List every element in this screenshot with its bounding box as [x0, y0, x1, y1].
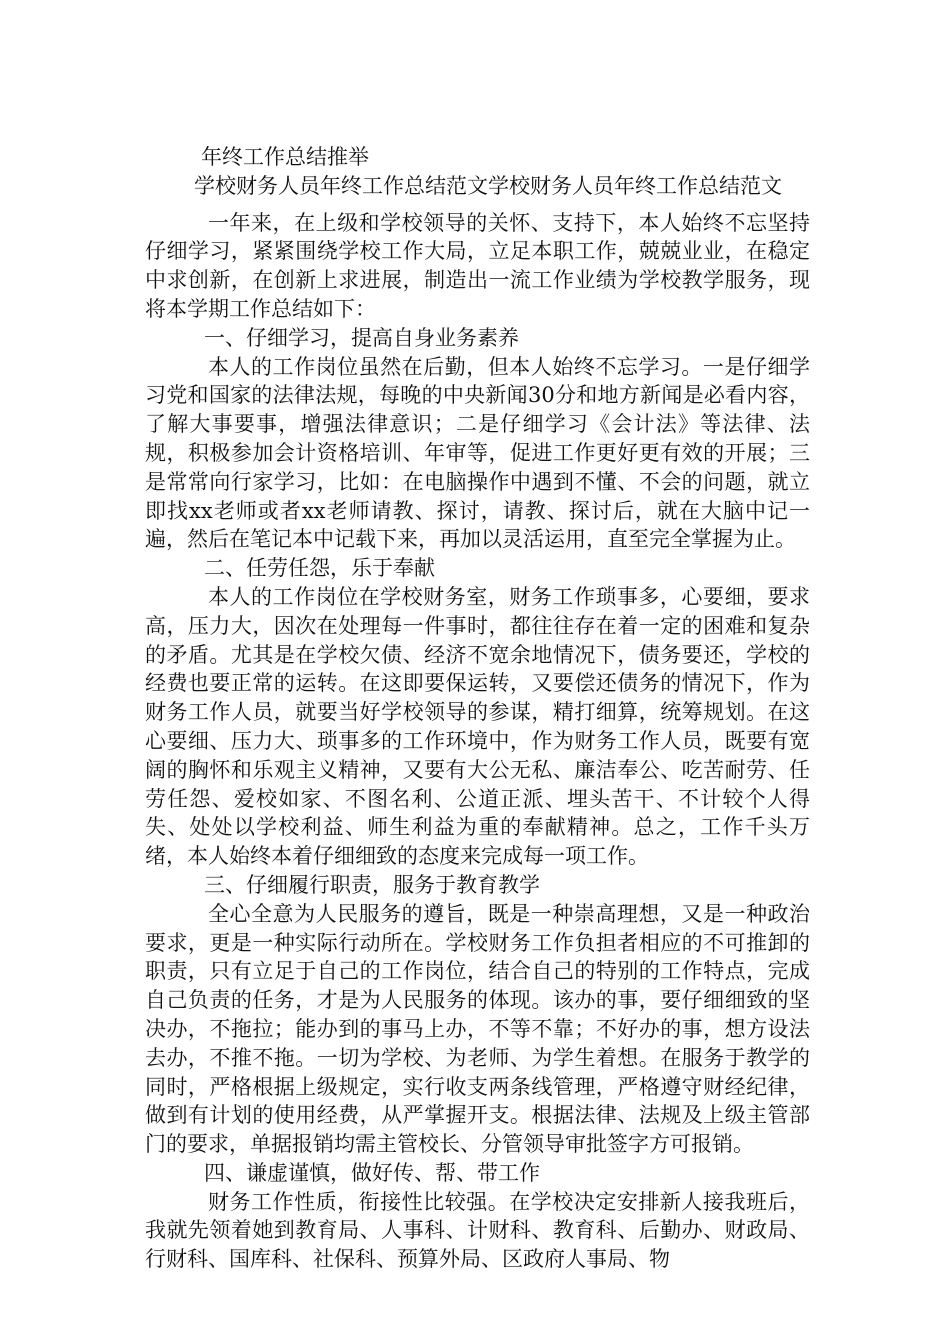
title-spacing — [145, 201, 810, 209]
document-subtitle: 学校财务人员年终工作总结范文学校财务人员年终工作总结范文 — [194, 173, 782, 198]
document-body — [145, 143, 810, 1274]
section-body-4: 财务工作性质，衔接性比较强。在学校决定安排新人接我班后，我就先领着她到教育局、人事科、计财科、教育科、后勤办、财政局、行财科、国库科、社保科、预算外局、区政府人事局、物 — [145, 1189, 810, 1272]
section-heading-1: 一、仔细学习，提高自身业务素养 — [204, 325, 519, 350]
document-title: 年终工作总结推举 — [201, 145, 369, 169]
section-heading-3: 三、仔细履行职责，服务于教育教学 — [204, 872, 540, 897]
section-body-1: 本人的工作岗位虽然在后勤，但本人始终不忘学习。一是仔细学习党和国家的法律法规，每晚的中央新闻30分和地方新闻是必看内容，了解大事要事，增强法律意识；二是仔细学习《会计法》等法律、法规，积极参加会计资格培训、年审等，促进工作更好更有效的开展；三是常常向行家学习，比如：在电脑操作中遇到不懂、不会的问题，就立即找xx老师或者xx老师请教、探讨，请教、探讨后，就在大脑中记一遍，然后在笔记本中记载下来，再加以灵活运用，直至完全掌握为止。 — [145, 354, 810, 552]
section-body-3: 全心全意为人民服务的遵旨，既是一种崇高理想，又是一种政治要求，更是一种实际行动所在。学校财务工作负担者相应的不可推卸的职责，只有立足于自己的工作岗位，结合自己的特别的工作特点，完成自己负责的任务，才是为人民服务的体现。该办的事，要仔细细致的坚决办，不拖拉；能办到的事马上办，不等不靠；不好办的事，想方设法去办，不推不拖。一切为学校、为老师、为学生着想。在服务于教学的同时，严格根据上级规定，实行收支两条线管理，严格遵守财经纪律，做到有计划的使用经费，从严掌握开支。根据法律、法规及上级主管部门的要求，单据报销均需主管校长、分管领导审批签字方可报销。 — [145, 901, 810, 1157]
section-heading-4: 四、谦虚谨慎，做好传、帮、带工作 — [204, 1160, 540, 1185]
section-body-2: 本人的工作岗位在学校财务室，财务工作琐事多，心要细，要求高，压力大，因次在处理每一件事时，都往往存在着一定的困难和复杂的矛盾。尤其是在学校欠债、经济不宽余地情况下，债务要还，学校的经费也要正常的运转。在这即要保运转，又要偿还债务的情况下，作为财务工作人员，就要当好学校领导的参谋，精打细算，统筹规划。在这心要细、压力大、琐事多的工作环境中，作为财务工作人员，既要有宽阔的胸怀和乐观主义精神，又要有大公无私、廉洁奉公、吃苦耐劳、任劳任怨、爱校如家、不图名利、公道正派、埋头苦干、不计较个人得失、处处以学校利益、师生利益为重的奉献精神。总之，工作千头万绪，本人始终本着仔细细致的态度来完成每一项工作。 — [145, 584, 810, 869]
section-heading-2: 二、任劳任怨，乐于奉献 — [204, 556, 435, 581]
intro-paragraph: 一年来，在上级和学校领导的关怀、支持下，本人始终不忘坚持仔细学习，紧紧围绕学校工作大局，立足本职工作，兢兢业业，在稳定中求创新，在创新上求进展，制造出一流工作业绩为学校教学服务，现将本学期工作总结如下： — [145, 210, 810, 321]
